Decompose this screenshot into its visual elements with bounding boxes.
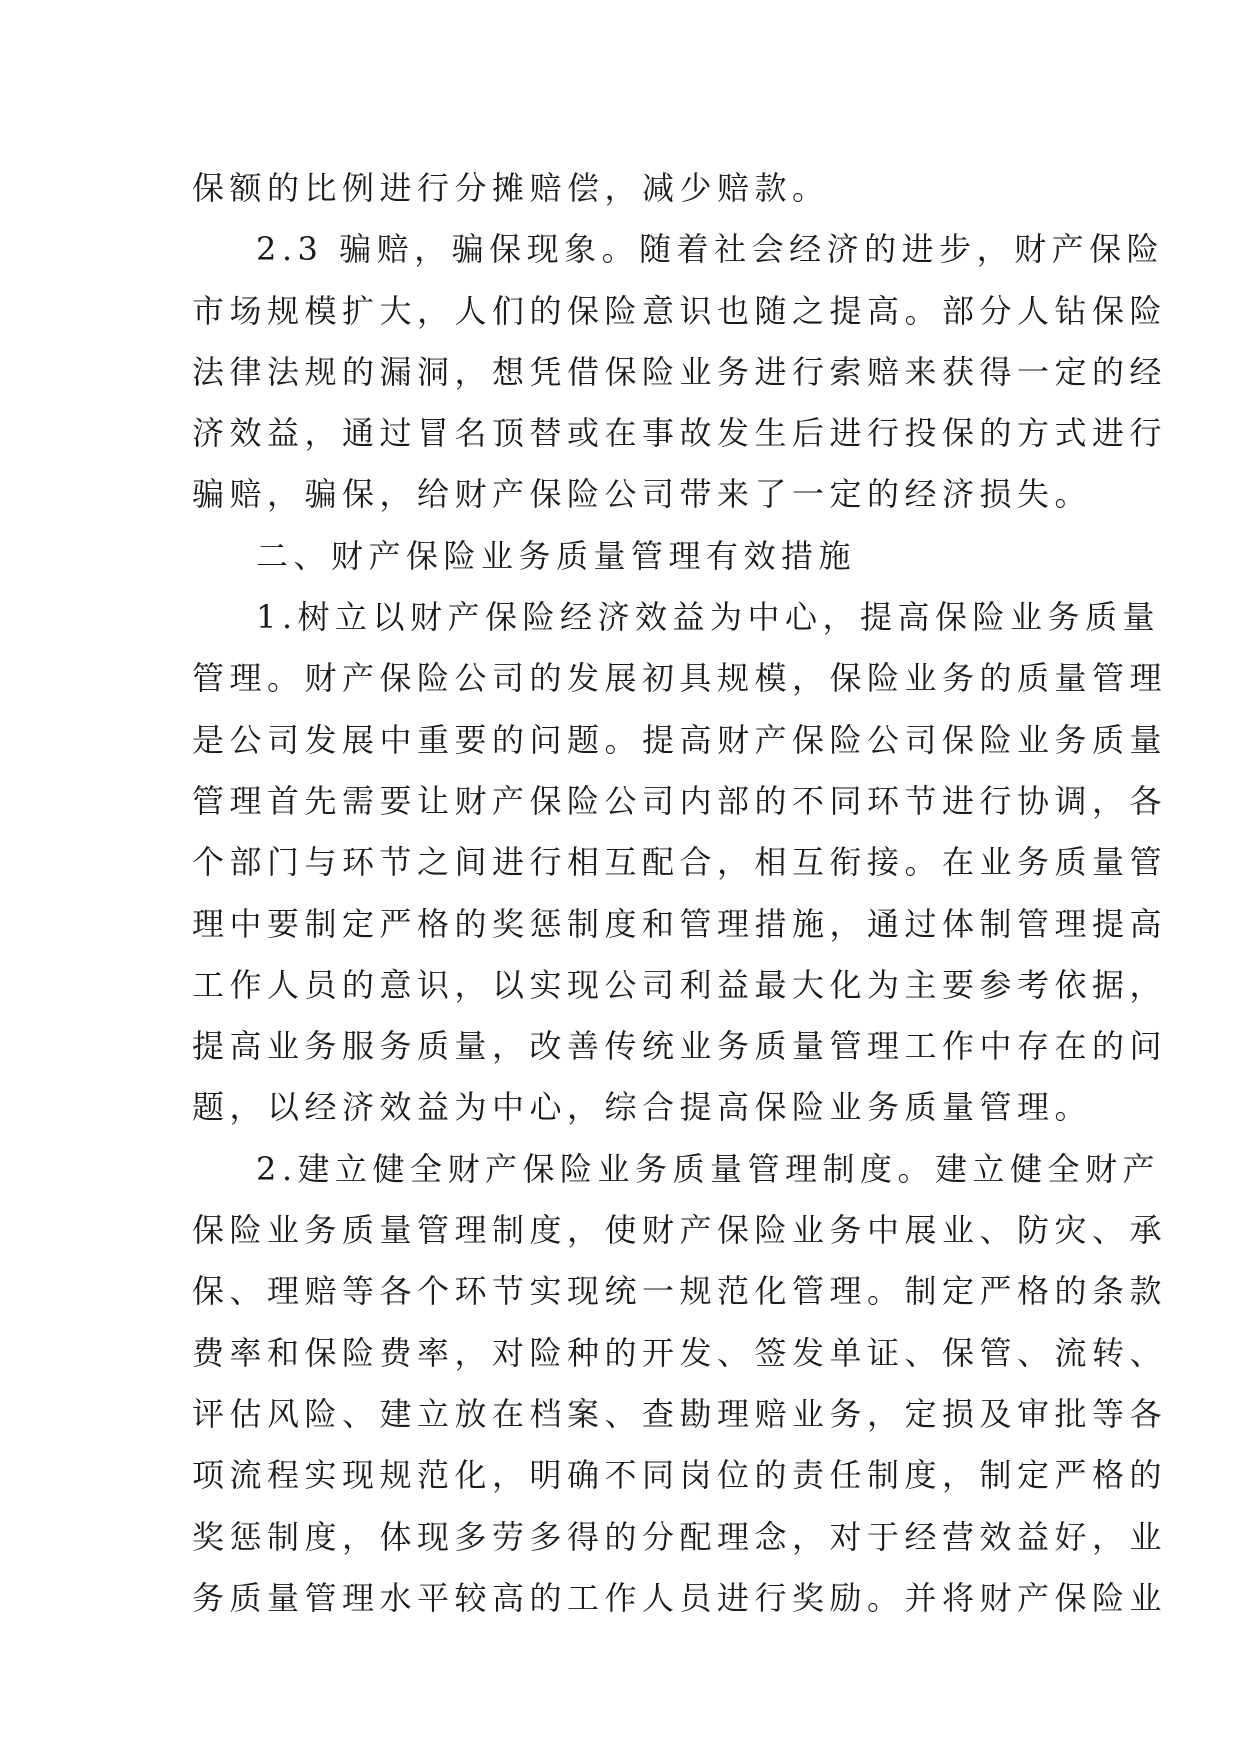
text-line: 保、理赔等各个环节实现统一规范化管理。制定严格的条款	[192, 1272, 1168, 1311]
text-line: 1.树立以财产保险经济效益为中心，提高保险业务质量	[256, 598, 1161, 637]
text-line: 项流程实现规范化，明确不同岗位的责任制度，制定严格的	[192, 1456, 1168, 1495]
text-line: 济效益，通过冒名顶替或在事故发生后进行投保的方式进行	[192, 414, 1168, 453]
text-line: 提高业务服务质量，改善传统业务质量管理工作中存在的问	[192, 1027, 1168, 1066]
text-line: 评估风险、建立放在档案、查勘理赔业务，定损及审批等各	[192, 1394, 1168, 1433]
text-line: 奖惩制度，体现多劳多得的分配理念，对于经营效益好，业	[192, 1517, 1168, 1556]
text-line: 管理首先需要让财产保险公司内部的不同环节进行协调，各	[192, 781, 1168, 820]
text-line: 题，以经济效益为中心，综合提高保险业务质量管理。	[192, 1088, 1093, 1127]
text-line: 2.3 骗赔，骗保现象。随着社会经济的进步，财产保险	[256, 230, 1165, 269]
text-line: 务质量管理水平较高的工作人员进行奖励。并将财产保险业	[192, 1578, 1168, 1617]
text-line: 工作人员的意识，以实现公司利益最大化为主要参考依据，	[192, 965, 1168, 1004]
body-text	[192, 158, 1168, 1629]
text-line: 市场规模扩大，人们的保险意识也随之提高。部分人钻保险	[192, 291, 1168, 330]
text-line: 2.建立健全财产保险业务质量管理制度。建立健全财产	[256, 1149, 1161, 1188]
text-line: 骗赔，骗保，给财产保险公司带来了一定的经济损失。	[192, 475, 1093, 514]
text-line: 管理。财产保险公司的发展初具规模，保险业务的质量管理	[192, 659, 1168, 698]
text-line: 理中要制定严格的奖惩制度和管理措施，通过体制管理提高	[192, 904, 1168, 943]
text-line: 个部门与环节之间进行相互配合，相互衔接。在业务质量管	[192, 843, 1168, 882]
text-line: 是公司发展中重要的问题。提高财产保险公司保险业务质量	[192, 720, 1168, 759]
text-line: 保险业务质量管理制度，使财产保险业务中展业、防灾、承	[192, 1211, 1168, 1250]
section-heading: 二、财产保险业务质量管理有效措施	[256, 536, 857, 575]
text-line: 法律法规的漏洞，想凭借保险业务进行索赔来获得一定的经	[192, 352, 1168, 391]
text-line: 费率和保险费率，对险种的开发、签发单证、保管、流转、	[192, 1333, 1168, 1372]
text-line: 保额的比例进行分摊赔偿，减少赔款。	[192, 169, 830, 207]
